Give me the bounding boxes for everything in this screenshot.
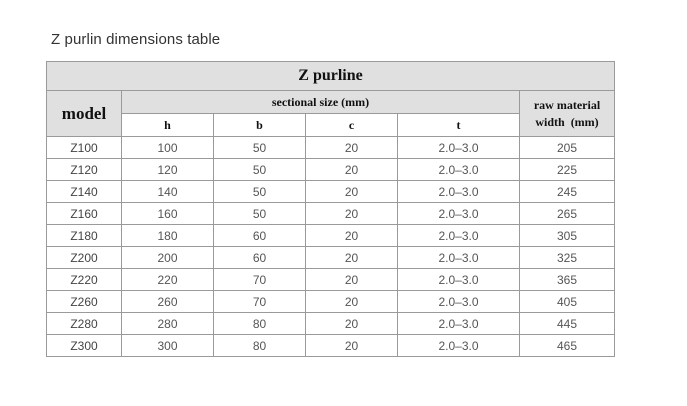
raw-material-width-header: [520, 91, 615, 137]
h-cell: 280: [122, 313, 214, 335]
t-cell: 2.0–3.0: [398, 225, 520, 247]
b-cell: 60: [214, 225, 306, 247]
table-row: [47, 313, 615, 335]
b-cell: 50: [214, 181, 306, 203]
model-cell: Z280: [47, 313, 122, 335]
c-cell: 20: [306, 247, 398, 269]
table-row: [47, 137, 615, 159]
raw-material-header-line2: width (mm): [535, 114, 599, 129]
table-row: [47, 159, 615, 181]
table-row: [47, 335, 615, 357]
t-cell: 2.0–3.0: [398, 247, 520, 269]
b-cell: 60: [214, 247, 306, 269]
table-row: [47, 181, 615, 203]
c-cell: 20: [306, 181, 398, 203]
c-cell: 20: [306, 313, 398, 335]
group-header-row: [47, 91, 615, 114]
h-cell: 100: [122, 137, 214, 159]
model-cell: Z160: [47, 203, 122, 225]
raw-material-width-cell: 325: [520, 247, 615, 269]
h-column-header: h: [122, 114, 214, 137]
title-row: [47, 62, 615, 91]
c-cell: 20: [306, 291, 398, 313]
table-title: Z purline: [47, 62, 615, 91]
raw-material-width-cell: 225: [520, 159, 615, 181]
raw-material-width-cell: 205: [520, 137, 615, 159]
b-cell: 50: [214, 137, 306, 159]
h-cell: 260: [122, 291, 214, 313]
raw-material-header-line1: raw material: [533, 97, 601, 112]
t-column-header: t: [398, 114, 520, 137]
t-cell: 2.0–3.0: [398, 181, 520, 203]
model-cell: Z300: [47, 335, 122, 357]
h-cell: 200: [122, 247, 214, 269]
model-cell: Z260: [47, 291, 122, 313]
b-cell: 80: [214, 313, 306, 335]
h-cell: 120: [122, 159, 214, 181]
c-cell: 20: [306, 137, 398, 159]
table-caption: Z purlin dimensions table: [51, 31, 221, 48]
c-cell: 20: [306, 335, 398, 357]
raw-material-width-cell: 445: [520, 313, 615, 335]
h-cell: 160: [122, 203, 214, 225]
c-cell: 20: [306, 269, 398, 291]
b-cell: 80: [214, 335, 306, 357]
b-column-header: b: [214, 114, 306, 137]
raw-material-width-cell: 465: [520, 335, 615, 357]
t-cell: 2.0–3.0: [398, 159, 520, 181]
b-cell: 50: [214, 159, 306, 181]
b-cell: 70: [214, 291, 306, 313]
b-cell: 50: [214, 203, 306, 225]
table-row: [47, 203, 615, 225]
model-cell: Z120: [47, 159, 122, 181]
raw-material-width-cell: 365: [520, 269, 615, 291]
z-purlin-dimensions-table: [46, 61, 615, 357]
h-cell: 220: [122, 269, 214, 291]
b-cell: 70: [214, 269, 306, 291]
table-row: [47, 247, 615, 269]
t-cell: 2.0–3.0: [398, 269, 520, 291]
raw-material-width-cell: 305: [520, 225, 615, 247]
t-cell: 2.0–3.0: [398, 137, 520, 159]
table-row: [47, 269, 615, 291]
c-column-header: c: [306, 114, 398, 137]
c-cell: 20: [306, 225, 398, 247]
model-cell: Z180: [47, 225, 122, 247]
c-cell: 20: [306, 203, 398, 225]
h-cell: 140: [122, 181, 214, 203]
raw-material-width-cell: 265: [520, 203, 615, 225]
raw-material-width-cell: 405: [520, 291, 615, 313]
t-cell: 2.0–3.0: [398, 291, 520, 313]
t-cell: 2.0–3.0: [398, 313, 520, 335]
t-cell: 2.0–3.0: [398, 203, 520, 225]
table-body: [47, 137, 615, 357]
h-cell: 300: [122, 335, 214, 357]
model-column-header: model: [47, 91, 122, 137]
table-row: [47, 291, 615, 313]
model-cell: Z100: [47, 137, 122, 159]
raw-material-width-cell: 245: [520, 181, 615, 203]
c-cell: 20: [306, 159, 398, 181]
table-row: [47, 225, 615, 247]
sectional-size-header: sectional size (mm): [122, 91, 520, 114]
t-cell: 2.0–3.0: [398, 335, 520, 357]
h-cell: 180: [122, 225, 214, 247]
model-cell: Z200: [47, 247, 122, 269]
model-cell: Z140: [47, 181, 122, 203]
table-header: [47, 62, 615, 137]
model-cell: Z220: [47, 269, 122, 291]
